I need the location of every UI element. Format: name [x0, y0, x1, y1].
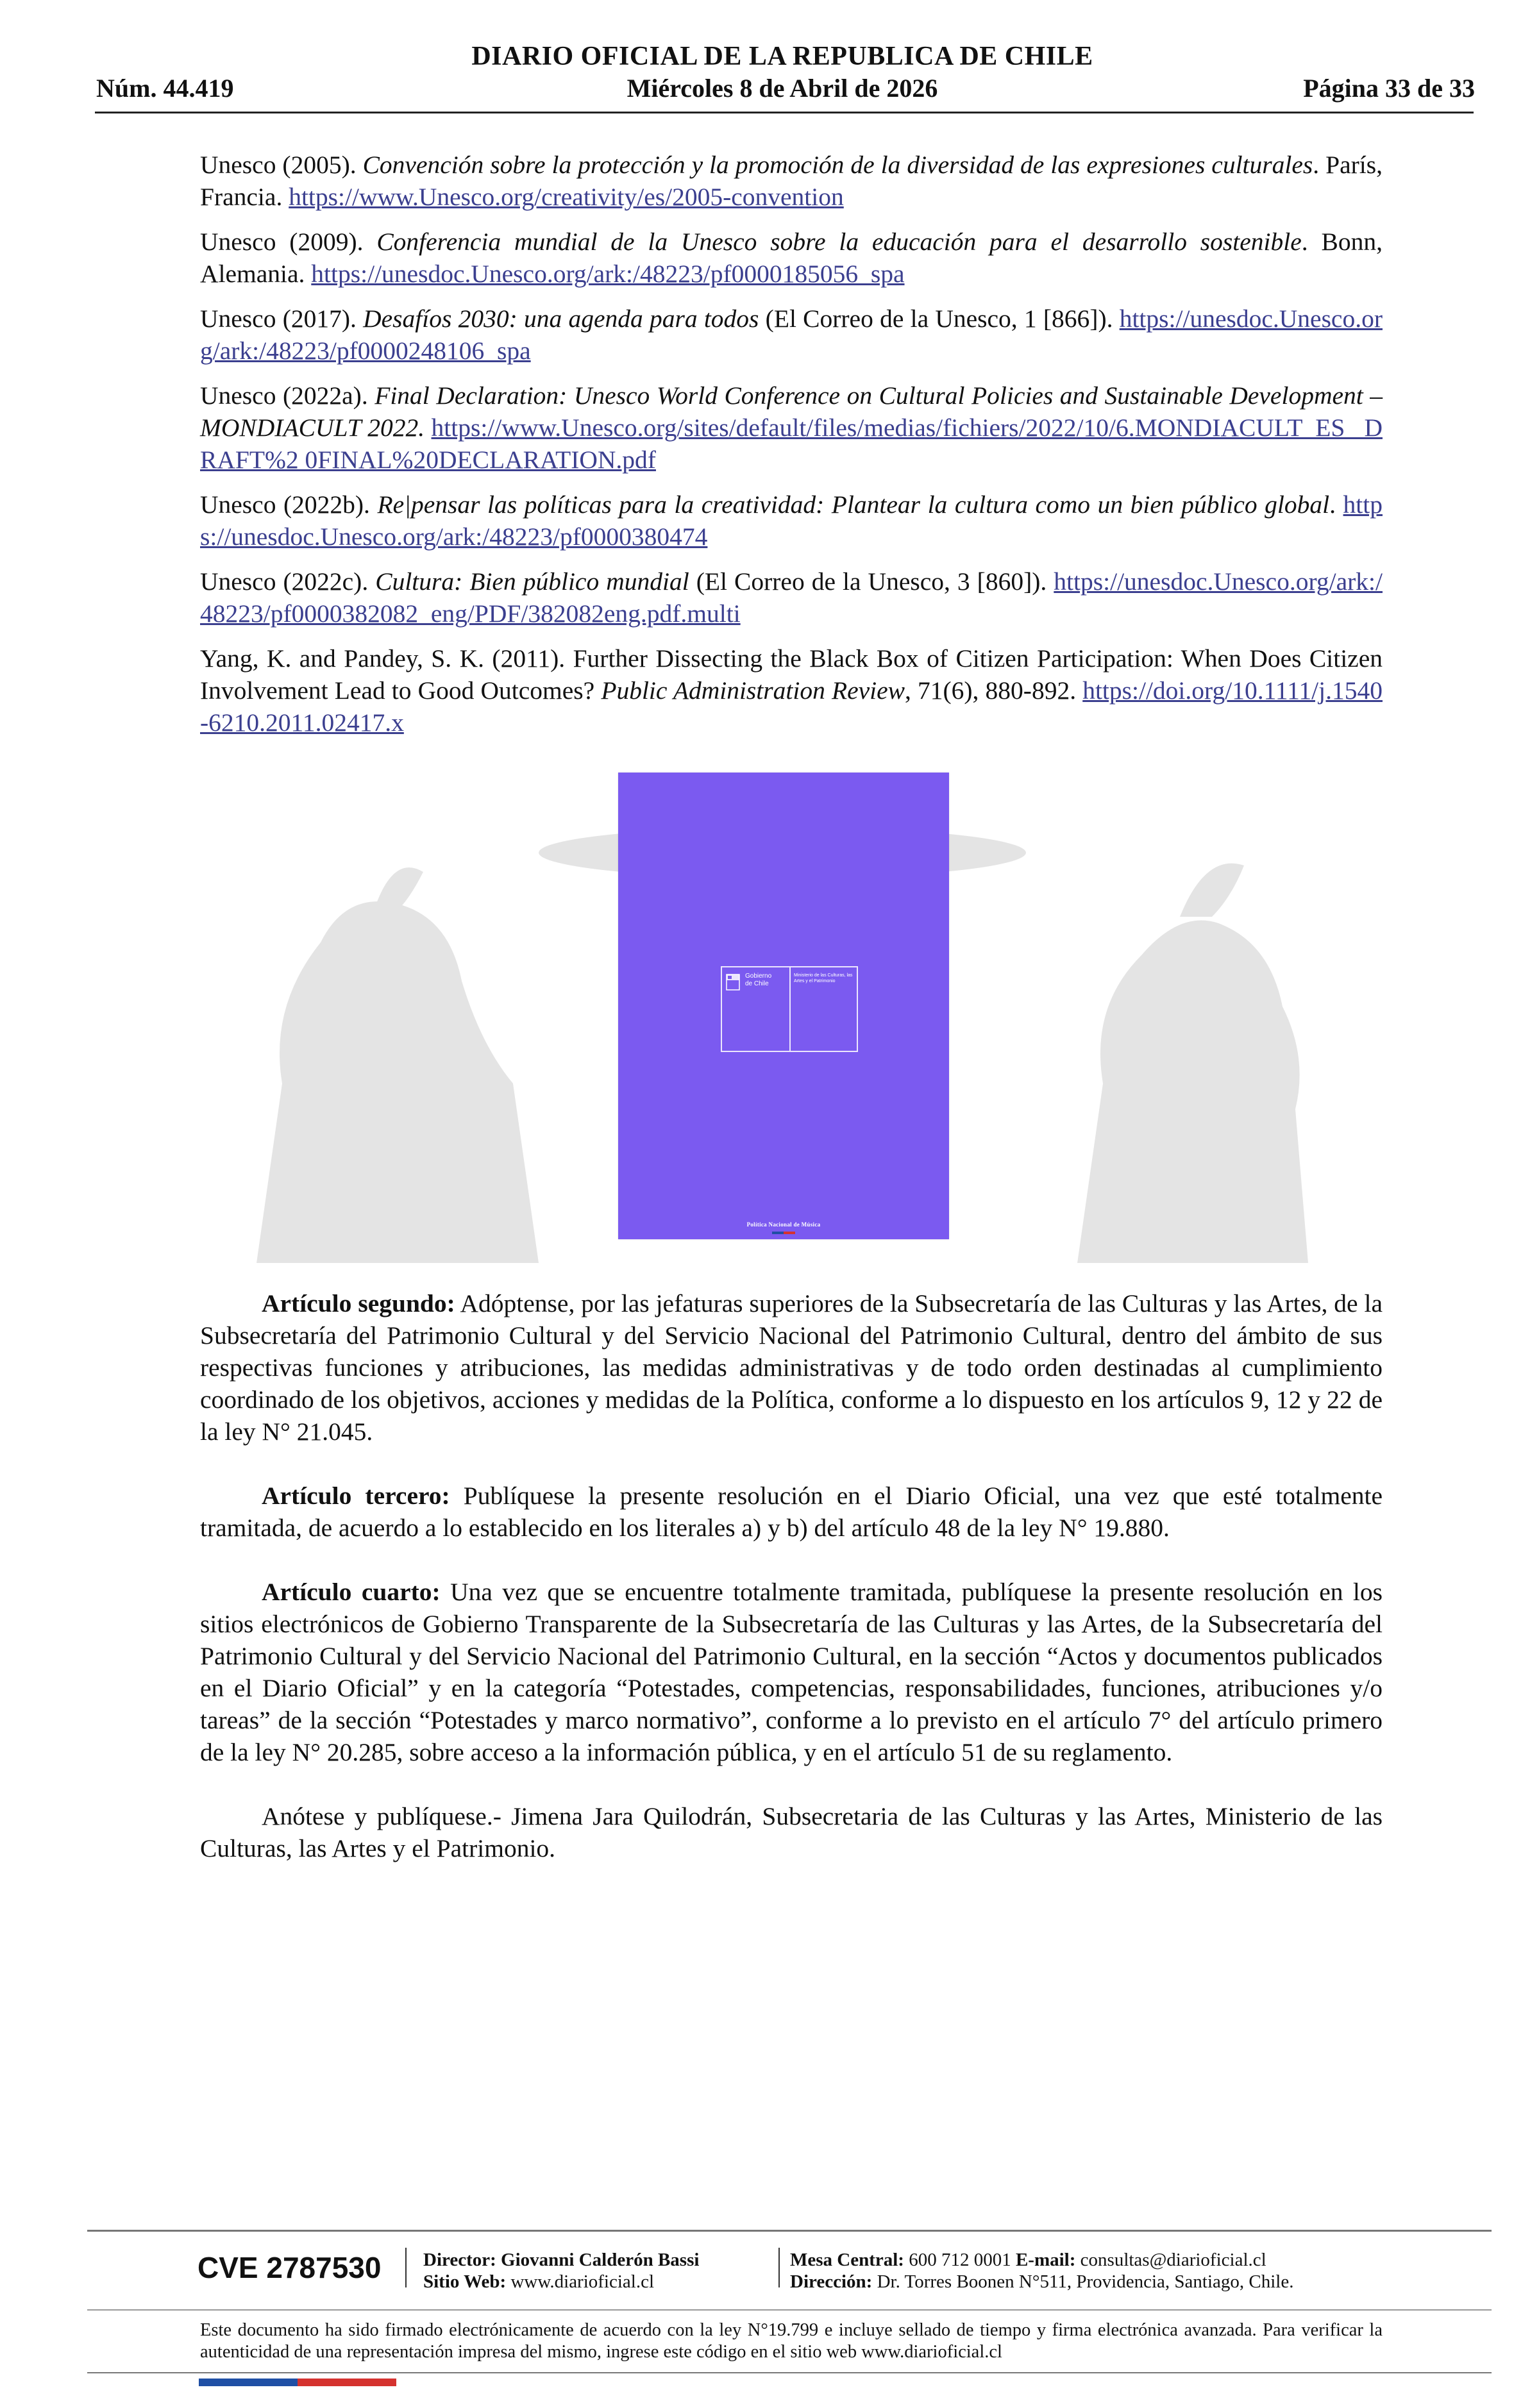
reference-link[interactable]: https://www.Unesco.org/sites/default/files/medias/fichiers/2022/10/6.MONDIACULT_ES_ DRAFT%2 0FINAL%20DECLARATION.pdf — [200, 414, 1383, 474]
closing-statement: Anótese y publíquese.- Jimena Jara Quilodrán, Subsecretaria de las Culturas y las Artes, Ministerio de las Culturas, las Artes y el Patrimonio. — [200, 1802, 1383, 1862]
reference-link[interactable]: https://unesdoc.Unesco.org/ark:/48223/pf0000382082_eng/PDF/382082eng.pdf.multi — [200, 567, 1383, 628]
issue-number: Núm. 44.419 — [96, 74, 234, 103]
reference-item — [200, 303, 1383, 367]
logo-divider — [789, 967, 791, 1051]
reference-details: (El Correo de la Unesco, 1 [866]). — [759, 305, 1120, 333]
email-label: E-mail: — [1015, 2250, 1076, 2270]
reference-author: Unesco (2017). — [200, 305, 364, 333]
article-label: Artículo segundo: — [262, 1289, 455, 1317]
reference-item — [200, 565, 1383, 630]
logo-line-1: Gobierno — [745, 973, 772, 980]
reference-item — [200, 642, 1383, 739]
address-label: Dirección: — [790, 2271, 873, 2292]
reference-link[interactable]: https://unesdoc.Unesco.org/ark:/48223/pf0000248106_spa — [200, 305, 1383, 365]
reference-title: Desafíos 2030: una agenda para todos — [363, 305, 759, 333]
article-text: Adóptense, por las jefaturas superiores de la Subsecretaría de las Culturas y las Artes, de la Subsecretaría del Patrimonio Cultural y del Servicio Nacional del Patrimonio Cultural, dentro del ámbito de sus respectivas funciones y atribuciones, las medidas administrativas y de todo orden destinadas al cumplimiento coordinado de los objetivos, acciones y medidas de la Política, conforme a lo dispuesto en los artículos 9, 12 y 22 de la ley N° 21.045. — [200, 1289, 1383, 1446]
reference-author: Unesco (2005). — [200, 151, 363, 179]
page-indicator: Página 33 de 33 — [1303, 74, 1475, 103]
reference-link[interactable]: https://unesdoc.Unesco.org/ark:/48223/pf0000380474 — [200, 490, 1383, 551]
page-header — [90, 41, 1475, 112]
government-logo-block — [721, 966, 858, 1052]
reference-item — [200, 149, 1383, 213]
reference-link[interactable]: https://doi.org/10.1111/j.1540-6210.2011.02417.x — [200, 676, 1383, 737]
article-label: Artículo cuarto: — [262, 1578, 441, 1606]
publication-date: Miércoles 8 de Abril de 2026 — [627, 74, 938, 103]
reference-title: Re|pensar las políticas para la creatividad: Plantear la cultura como un bien público global — [377, 490, 1330, 519]
article-text: Una vez que se encuentre totalmente tramitada, publíquese la presente resolución en los sitios electrónicos de Gobierno Transparente de la Subsecretaría de las Culturas y las Artes, de la Subsecretaría del Patrimonio Cultural y del Servicio Nacional del Patrimonio Cultural, en la sección “Actos y documentos publicados en el Diario Oficial” y en la categoría “Potestades, competencias, responsabilidades, funciones, atribuciones y/o tareas” de la sección “Potestades y marco normativo”, conforme a lo previsto en el artículo 7° del artículo primero de la ley N° 20.285, sobre acceso a la información pública, y en el artículo 51 de su reglamento. — [200, 1578, 1383, 1766]
reference-item — [200, 380, 1383, 476]
reference-list — [200, 149, 1383, 751]
reference-link[interactable]: https://unesdoc.Unesco.org/ark:/48223/pf0000185056_spa — [311, 260, 905, 288]
publication-title: DIARIO OFICIAL DE LA REPUBLICA DE CHILE — [471, 42, 1093, 71]
reference-author: Unesco (2022b). — [200, 490, 378, 519]
reference-title: Convención sobre la protección y la promoción de la diversidad de las expresiones culturales — [362, 151, 1313, 179]
policy-cover-image — [618, 773, 949, 1239]
reference-title: Final Declaration: Unesco World Conference on Cultural Policies and Sustainable Development – MONDIACULT 2022. — [200, 381, 1383, 442]
article-third — [200, 1480, 1383, 1544]
reference-author: Unesco (2022a). — [200, 381, 375, 410]
phone-label: Mesa Central: — [790, 2250, 904, 2270]
reference-details: . París, Francia. — [200, 151, 1383, 211]
reference-item — [200, 489, 1383, 553]
cover-footer-text: Política Nacional de Música — [746, 1221, 821, 1228]
cve-code: CVE 2787530 — [198, 2251, 382, 2284]
reference-link[interactable]: https://www.Unesco.org/creativity/es/2005-convention — [289, 183, 844, 211]
director-info — [423, 2249, 699, 2293]
address-value: Dr. Torres Boonen N°511, Providencia, Santiago, Chile. — [872, 2271, 1294, 2292]
email-value[interactable]: consultas@diarioficial.cl — [1075, 2250, 1266, 2270]
reference-title: Cultura: Bien público mundial — [375, 567, 689, 596]
reference-author: Yang, K. and Pandey, S. K. (2011). Further Dissecting the Black Box of Citizen Participation: When Does Citizen Involvement Lead to Good Outcomes? — [200, 644, 1383, 705]
article-text: Publíquese la presente resolución en el Diario Oficial, una vez que esté totalmente tramitada, de acuerdo a lo establecido en los literales a) y b) del artículo 48 de la ley N° 19.880. — [200, 1482, 1383, 1542]
phone-value: 600 712 0001 — [904, 2250, 1016, 2270]
reference-author: Unesco (2009). — [200, 228, 377, 256]
footer-separator — [778, 2248, 780, 2287]
header-divider — [95, 112, 1474, 113]
website-value[interactable]: www.diarioficial.cl — [506, 2271, 655, 2292]
director-name: Giovanni Calderón Bassi — [496, 2250, 700, 2270]
government-logo-text — [726, 973, 771, 988]
reference-details: . — [1329, 490, 1343, 519]
reference-details: . Bonn, Alemania. — [200, 228, 1383, 288]
article-label: Artículo tercero: — [262, 1482, 450, 1510]
footer-divider-mid — [87, 2309, 1492, 2311]
reference-details — [425, 414, 431, 442]
flag-bar-blue — [199, 2379, 298, 2386]
website-label: Sitio Web: — [423, 2271, 507, 2292]
ministry-name: Ministerio de las Culturas, las Artes y el Patrimonio — [794, 973, 853, 983]
articles-section — [200, 1287, 1383, 1896]
reference-details: (El Correo de la Unesco, 3 [860]). — [689, 567, 1054, 596]
footer-divider-top — [87, 2230, 1492, 2232]
reference-author: Unesco (2022c). — [200, 567, 376, 596]
contact-info — [790, 2249, 1293, 2293]
article-second — [200, 1287, 1383, 1448]
reference-details: , 71(6), 880-892. — [905, 676, 1083, 705]
footer-divider-bottom — [87, 2372, 1492, 2373]
reference-item — [200, 226, 1383, 290]
reference-title: Conferencia mundial de la Unesco sobre la educación para el desarrollo sostenible — [376, 228, 1302, 256]
article-fourth — [200, 1576, 1383, 1768]
flag-stripe — [772, 1232, 795, 1234]
legal-notice: Este documento ha sido firmado electrónicamente de acuerdo con la ley N°19.799 e incluye sellado de tiempo y firma electrónica avanzada. Para verificar la autenticidad de una representación impresa del mismo, ingrese este código en el sitio web www.diarioficial.cl — [200, 2320, 1383, 2362]
director-label: Director: — [423, 2250, 496, 2270]
reference-title: Public Administration Review — [601, 676, 905, 705]
footer-separator — [405, 2248, 407, 2287]
logo-line-2: de Chile — [745, 980, 769, 987]
flag-bar-red — [298, 2379, 396, 2386]
